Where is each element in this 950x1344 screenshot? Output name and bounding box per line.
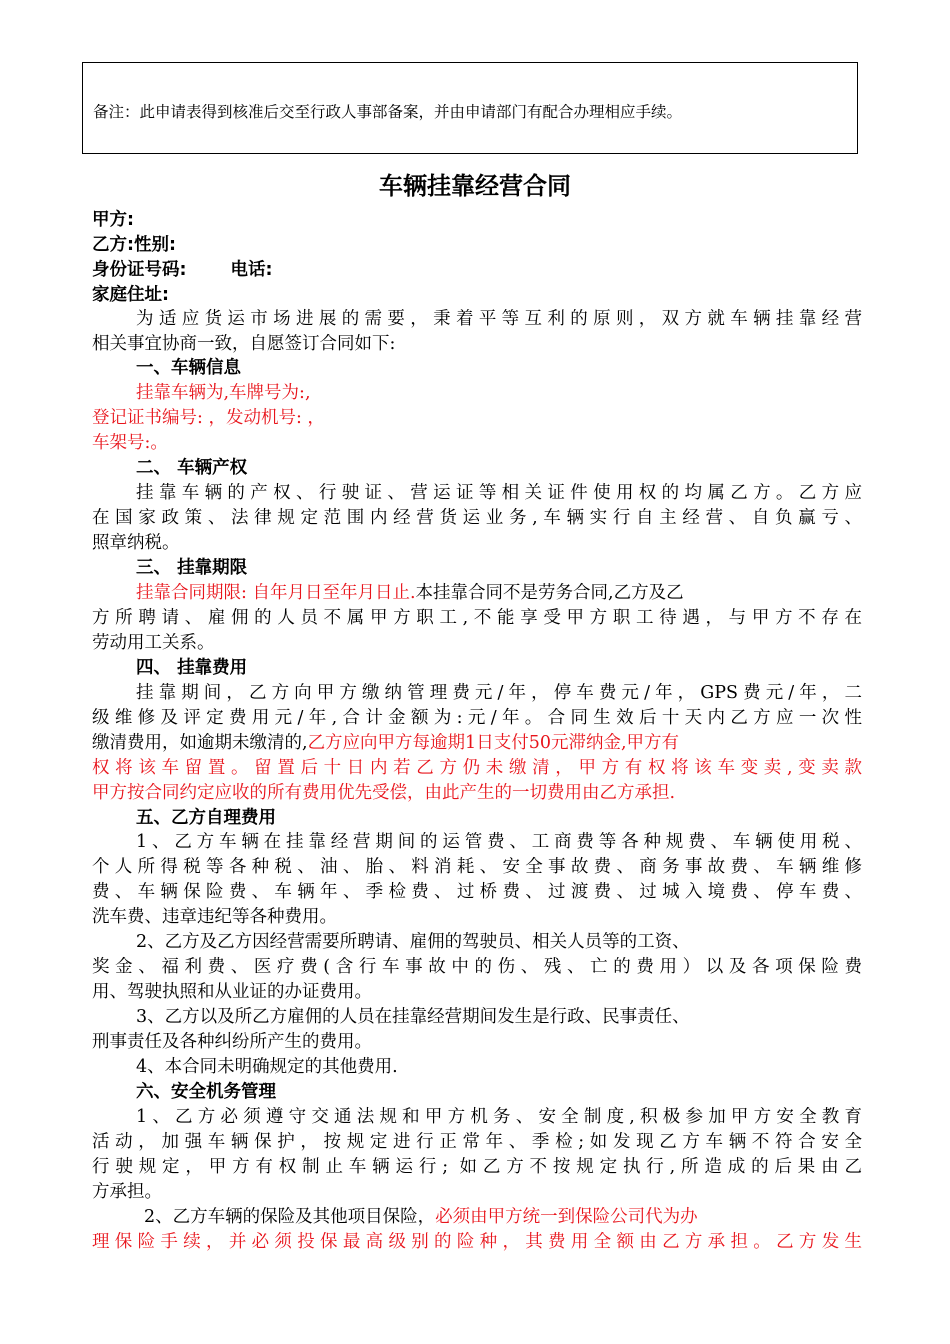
section-5-line-9: 刑事责任及各种纠纷所产生的费用。 (92, 1032, 372, 1052)
party-a-label: 甲方: (92, 210, 134, 230)
section-2-line-3: 照章纳税。 (92, 533, 180, 553)
section-5-line-10: 4、本合同未明确规定的其他费用. (136, 1057, 398, 1077)
id-number-label: 身份证号码: (92, 260, 187, 280)
section-5-line-8: 3、乙方以及所乙方雇佣的人员在挂靠经营期间发生是行政、民事责任、 (136, 1007, 690, 1027)
address-label: 家庭住址: (92, 285, 169, 305)
section-3-line-1-rest: 本挂靠合同不是劳务合同,乙方及乙 (415, 583, 684, 603)
note-box (82, 62, 858, 154)
section-4-line-3-black: 缴清费用，如逾期未缴清的, (92, 733, 308, 753)
section-5-line-5: 2、乙方及乙方因经营需要所聘请、雇佣的驾驶员、相关人员等的工资、 (136, 932, 690, 952)
section-6-line-1: 1、乙方必须遵守交通法规和甲方机务、安全制度,积极参加甲方安全教育 (136, 1107, 862, 1127)
contract-title: 车辆挂靠经营合同 (379, 172, 571, 200)
section-3-line-2: 方所聘请、雇佣的人员不属甲方职工,不能享受甲方职工待遇，与甲方不存在 (92, 608, 862, 628)
late-fee-text: 乙方应向甲方每逾期1日支付50元滞纳金,甲方有 (307, 733, 680, 753)
intro-line-1: 为适应货运市场进展的需要，秉着平等互利的原则，双方就车辆挂靠经营 (136, 309, 862, 329)
section-2-line-1: 挂靠车辆的产权、行驶证、营运证等相关证件使用权的均属乙方。乙方应 (136, 483, 862, 503)
section-3-line-1 (136, 581, 684, 605)
section-2-heading: 二、 车辆产权 (136, 458, 248, 478)
section-5-line-4: 洗车费、违章违纪等各种费用。 (92, 907, 337, 927)
section-1-heading: 一、车辆信息 (136, 358, 241, 378)
section-4-line-5: 甲方按合同约定应收的所有费用优先受偿，由此产生的一切费用由乙方承担. (92, 783, 676, 803)
section-5-heading: 五、乙方自理费用 (136, 808, 276, 828)
section-6-item-2-line-1 (144, 1205, 698, 1229)
section-3-line-3: 劳动用工关系。 (92, 633, 215, 653)
section-6-line-3: 行驶规定，甲方有权制止车辆运行; 如乙方不按规定执行,所造成的后果由乙 (92, 1157, 862, 1177)
id-phone-line (92, 258, 273, 282)
section-4-line-3 (92, 731, 679, 755)
intro-line-2: 相关事宜协商一致，自愿签订合同如下: (92, 334, 396, 354)
section-4-line-1: 挂靠期间，乙方向甲方缴纳管理费元/年，停车费元/年，GPS费元/年，二 (136, 683, 862, 703)
section-5-line-1: 1、乙方车辆在挂靠经营期间的运管费、工商费等各种规费、车辆使用税、 (136, 832, 862, 852)
section-5-line-7: 用、驾驶执照和从业证的办证费用。 (92, 982, 372, 1002)
section-4-line-2: 级维修及评定费用元/年,合计金额为:元/年。合同生效后十天内乙方应一次性 (92, 708, 862, 728)
section-5-line-2: 个人所得税等各种税、油、胎、料消耗、安全事故费、商务事故费、车辆维修 (92, 857, 862, 877)
section-4-heading: 四、 挂靠费用 (136, 658, 248, 678)
section-3-heading: 三、 挂靠期限 (136, 558, 248, 578)
registration-engine-line: 登记证书编号: ，发动机号: ， (92, 408, 325, 428)
section-6-heading: 六、安全机务管理 (136, 1082, 276, 1102)
note-text: 备注：此申请表得到核准后交至行政人事部备案，并由申请部门有配合办理相应手续。 (93, 103, 683, 121)
insurance-text-red: 必须由甲方统一到保险公司代为办 (435, 1207, 698, 1227)
section-6-item-2-line-2: 理保险手续，并必须投保最高级别的险种，其费用全额由乙方承担。乙方发生 (92, 1232, 862, 1252)
phone-label: 电话: (230, 260, 273, 280)
section-6-line-4: 方承担。 (92, 1182, 162, 1202)
section-5-line-6: 奖金、福利费、医疗费(含行车事故中的伤、残、亡的费用）以及各项保险费 (92, 957, 862, 977)
contract-term-text: 挂靠合同期限: 自年月日至年月日止. (136, 583, 416, 603)
section-5-line-3: 费、车辆保险费、车辆年、季检费、过桥费、过渡费、过城入境费、停车费、 (92, 882, 862, 902)
section-4-line-4: 权将该车留置。留置后十日内若乙方仍未缴清，甲方有权将该车变卖,变卖款 (92, 758, 862, 778)
insurance-text-black: 2、乙方车辆的保险及其他项目保险， (144, 1207, 436, 1227)
vehicle-plate-line: 挂靠车辆为,车牌号为:, (136, 383, 311, 403)
section-2-line-2: 在国家政策、法律规定范围内经营货运业务,车辆实行自主经营、自负赢亏、 (92, 508, 862, 528)
party-b-label: 乙方:性别: (92, 235, 176, 255)
section-6-line-2: 活动，加强车辆保护，按规定进行正常年、季检;如发现乙方车辆不符合安全 (92, 1132, 862, 1152)
frame-number-line: 车架号:。 (92, 433, 168, 453)
